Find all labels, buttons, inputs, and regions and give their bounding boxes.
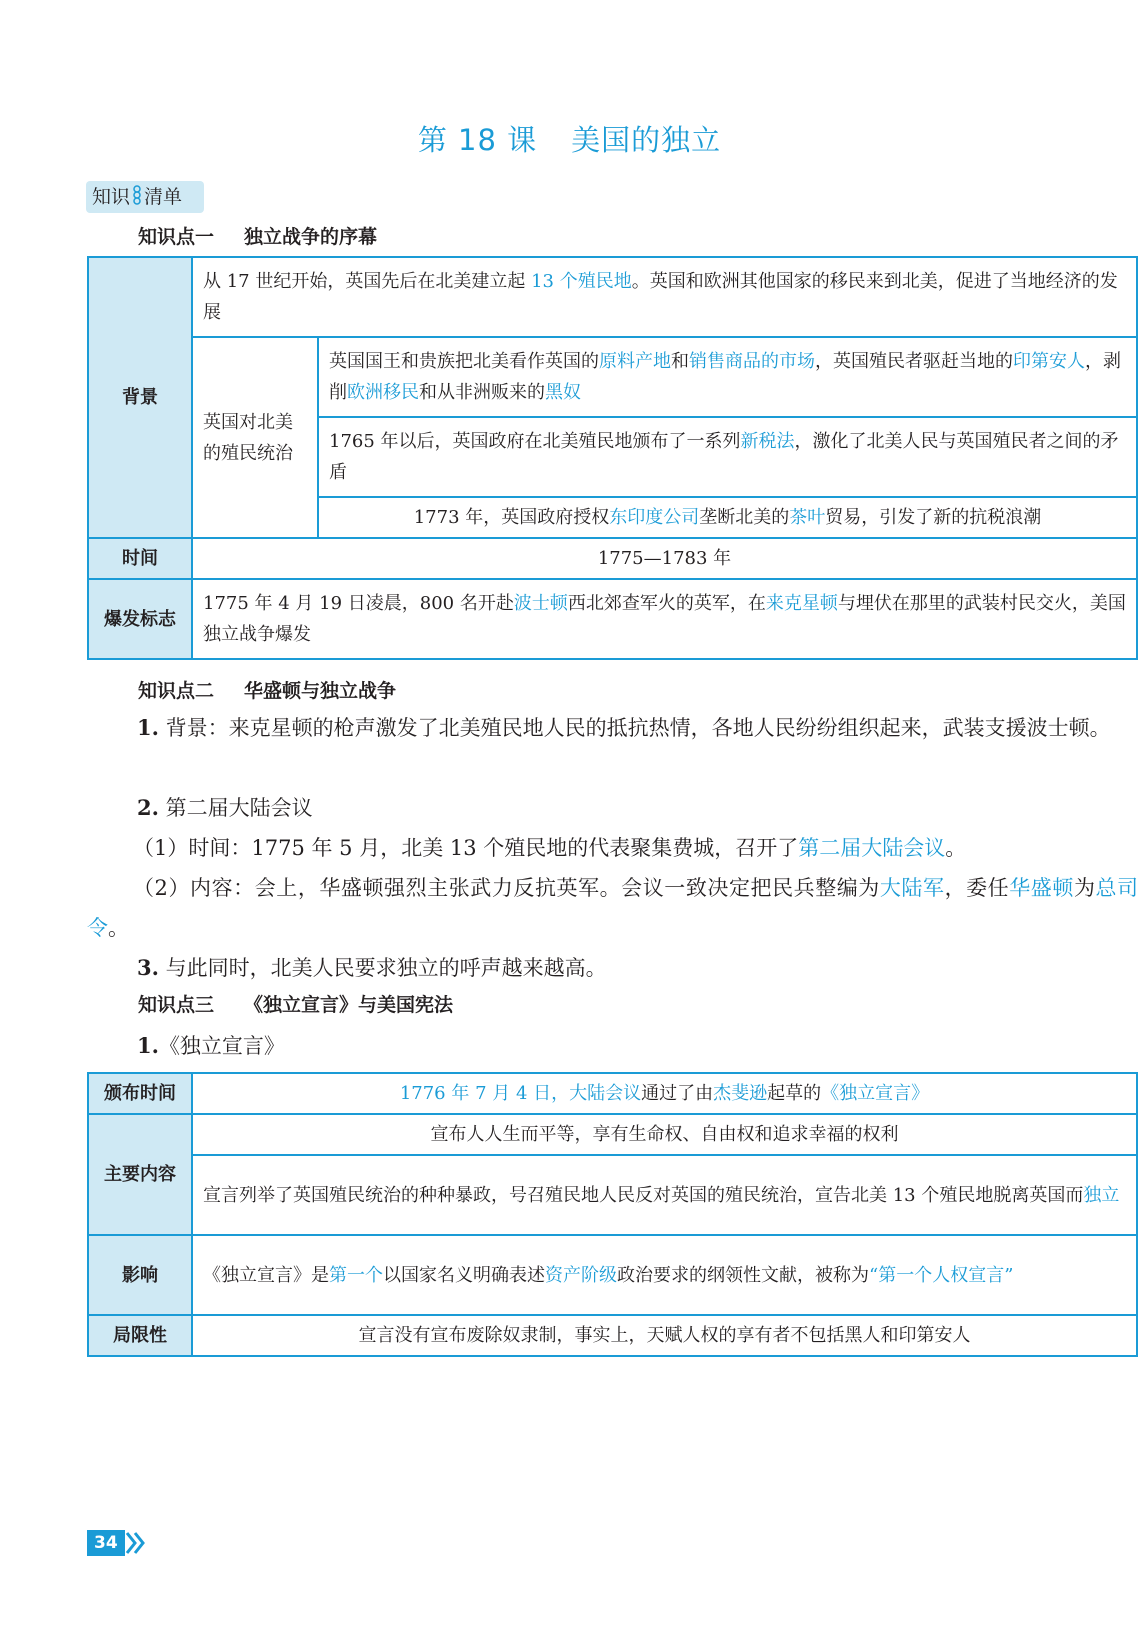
impact-label: 影响: [88, 1235, 192, 1315]
kp2-heading: 知识点二 华盛顿与独立战争: [138, 680, 397, 702]
double-chevron-icon: [125, 1530, 147, 1556]
kp3-heading: 知识点三 《独立宣言》与美国宪法: [138, 994, 454, 1016]
main-content-row-2: 宣言列举了英国殖民统治的种种暴政，号召殖民地人民反对英国的殖民统治，宣告北美 13 个殖民地脱离英国而独立: [192, 1155, 1137, 1235]
kp3-table: [87, 1072, 1138, 1357]
limitation-value: 宣言没有宣布废除奴隶制，事实上，天赋人权的享有者不包括黑人和印第安人: [192, 1315, 1137, 1356]
colonial-rule-label: 英国对北美的殖民统治: [192, 337, 318, 538]
outbreak-value: 1775 年 4 月 19 日凌晨，800 名开赴波士顿西北郊查军火的英军，在来克星顿与埋伏在那里的武装村民交火，美国独立战争爆发: [192, 579, 1137, 659]
outbreak-label: 爆发标志: [88, 579, 192, 659]
issue-time-label: 颁布时间: [88, 1073, 192, 1114]
time-value: 1775—1783 年: [192, 538, 1137, 579]
lesson-name: 美国的独立: [571, 123, 722, 157]
time-label: 时间: [88, 538, 192, 579]
colonial-rule-row-2: 1765 年以后，英国政府在北美殖民地颁布了一系列新税法，激化了北美人民与英国殖民者之间的矛盾: [318, 417, 1137, 497]
colonial-rule-row-3: 1773 年，英国政府授权东印度公司垄断北美的茶叶贸易，引发了新的抗税浪潮: [318, 497, 1137, 538]
background-row-1: 从 17 世纪开始，英国先后在北美建立起 13 个殖民地。英国和欧洲其他国家的移民来到北美，促进了当地经济的发展: [192, 257, 1137, 337]
chain-icon: [130, 184, 144, 206]
impact-value: 《独立宣言》是第一个以国家名义明确表述资产阶级政治要求的纲领性文献，被称为“第一个人权宣言”: [192, 1235, 1137, 1315]
page-number: 34: [87, 1530, 147, 1556]
kp3-point-1: 1.《独立宣言》: [137, 1033, 285, 1058]
lesson-number: 第 18 课: [417, 123, 538, 157]
kp2-point-1: 1. 背景：来克星顿的枪声激发了北美殖民地人民的抵抗热情，各地人民纷纷组织起来，武装支援波士顿。: [137, 715, 1111, 740]
background-label: 背景: [88, 257, 192, 538]
kp2-point-2-1: （1）时间：1775 年 5 月，北美 13 个殖民地的代表聚集费城，召开了第二届大陆会议。: [133, 836, 967, 860]
issue-time-value: 1776 年 7 月 4 日，大陆会议通过了由杰斐逊起草的《独立宣言》: [192, 1073, 1137, 1114]
limitation-label: 局限性: [88, 1315, 192, 1356]
knowledge-list-badge: 知识 清单: [86, 181, 204, 213]
kp2-point-2-2: （2）内容：会上，华盛顿强烈主张武力反抗英军。会议一致决定把民兵整编为大陆军，委任华盛顿为总司令。: [87, 876, 1139, 940]
kp2-point-2: 2. 第二届大陆会议: [137, 795, 313, 820]
main-content-label: 主要内容: [88, 1114, 192, 1235]
main-content-row-1: 宣布人人生而平等，享有生命权、自由权和追求幸福的权利: [192, 1114, 1137, 1155]
kp1-heading: 知识点一 独立战争的序幕: [138, 226, 378, 248]
kp2-point-3: 3. 与此同时，北美人民要求独立的呼声越来越高。: [137, 955, 607, 980]
kp1-table: [87, 256, 1138, 660]
page-title: [0, 118, 1139, 159]
colonial-rule-row-1: 英国国王和贵族把北美看作英国的原料产地和销售商品的市场，英国殖民者驱赶当地的印第安人，剥削欧洲移民和从非洲贩来的黑奴: [318, 337, 1137, 417]
